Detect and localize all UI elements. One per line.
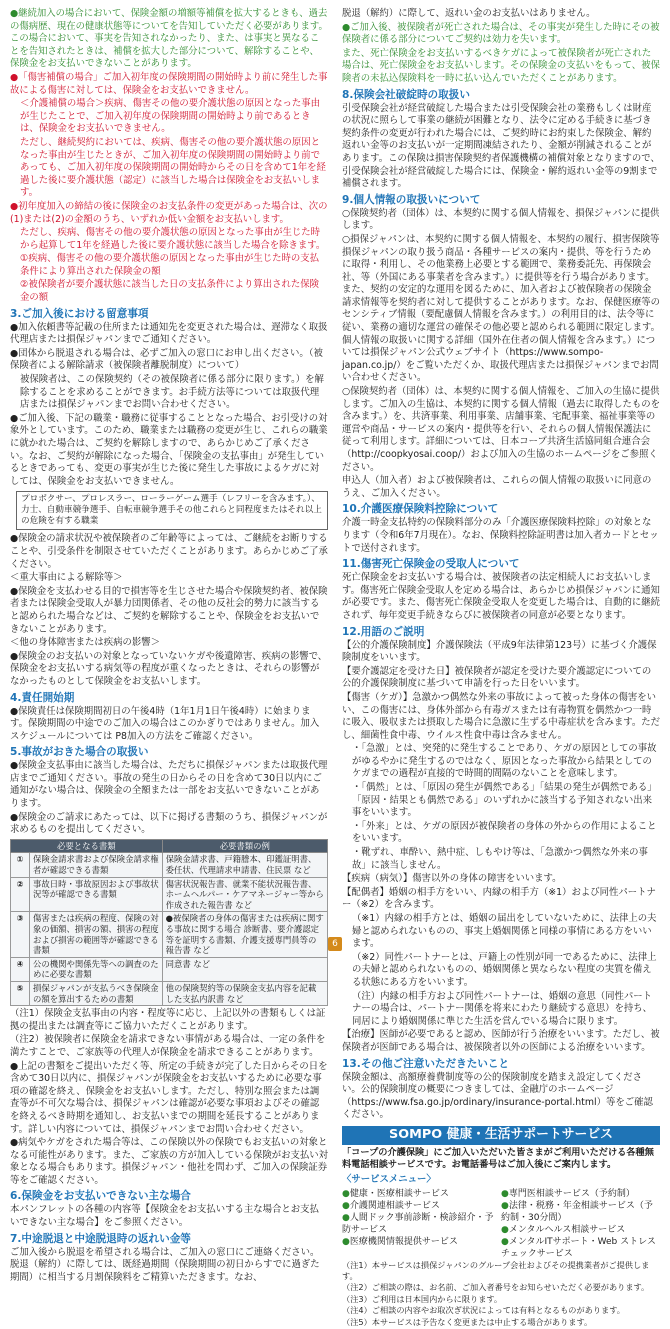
term-13: 【治療】医師が必要であると認め、医師が行う治療をいいます。ただし、被保険者が医師である場合は、被保険者以外の医師による治療をいいます。	[342, 1029, 660, 1053]
s5-note-1: （注1）保険金支払事由の内容・程度等に応じ、上記以外の書類もしくは証拠の提出または調査等にご協力いただくことがあります。	[10, 1008, 326, 1032]
service-menu	[342, 1188, 660, 1260]
red-sub2-3: ②被保険者が要介護状態に該当した日の支払条件により算出された保険金の額	[20, 279, 320, 304]
s5-note-4: ●病気やケガをされた場合等は、この保険以外の保険でもお支払いの対象となる可能性があります。また、ご家族の方が加入している保険がお支払い対象となる場合もあります。損保ジャパン・他社を問わず、ご加入の保険証券等をご確認ください。	[10, 1137, 329, 1186]
red-sub2-2: ①疾病、傷害その他の要介護状態の原因となった事由が生じた時の支払条件により算出された保険金の額	[20, 253, 320, 277]
row-number: ④	[11, 957, 30, 981]
term-5: ・「偶然」とは、「原因の発生が偶然である」「結果の発生が偶然である」「原因・結果とも偶然である」のいずれかに該当する予知されない出来事をいいます。	[352, 782, 657, 819]
section-7-title: 7.中途脱退と中途脱退時の返れい金等	[10, 1232, 191, 1245]
row-example: 同意書 など	[162, 957, 327, 981]
page-number: 6	[328, 937, 342, 951]
section-3-title: 3.ご加入後における留意事項	[10, 307, 149, 320]
table-header: 必要書類の例	[162, 839, 327, 853]
cont-item-1: ●ご加入後、被保険者が死亡された場合は、その事実が発生した時にその被保険者に係る部分についてご契約は効力を失います。	[342, 21, 660, 46]
bullet-icon: ●	[501, 1225, 509, 1236]
s3-item-4: ●ご加入後、下記の職業・職務に従事することとなった場合、お引受けの対象外としています。このため、職業または職務の変更が生じ、これらの職業に就かれた場合は、ご契約を解除しますので、あらかじめご了承ください。なお、ご契約が解除になった場合、「保険金の支払事由」が発生しているときであっても、変更の事実が生じた後に発生した事故によるケガに対しては、保険金をお支払いできません。	[10, 412, 328, 487]
s11-text: 死亡保険金をお支払いする場合は、被保険者の法定相続人にお支払いします。傷害死亡保険金受取人を定める場合は、あらかじめ損保ジャパンに通知が必要です。また、傷害死亡保険金受取人を変更した場合は、自動的に継続されず、毎年変更手続きならびに被保険者の同意が必要となります。	[342, 572, 661, 621]
s9-item-2: ○損保ジャパンは、本契約に関する個人情報を、本契約の履行、損害保険等損保ジャパンの取り扱う商品・各種サービスの案内・提供、等を行うために取得・利用し、その他業務上必要とする範囲で、業務委託先、再保険会社、等（外国にある事業者を含みます。）に提供等を行う場合があります。また、契約の安定的な運用を図るために、加入者および被保険者の保険金請求情報等を契約者に対して提供することがあります。なお、保健医療等のセンシティブ情報（要配慮個人情報を含みます。）の利用目的は、法令等に従い、業務の適切な運営の確保その他必要と認められる範囲に限定します。個人情報の取扱いに関する詳細（国外在住者の個人情報を含みます。）については損保ジャパン公式ウェブサイト（https://www.sompo-japan.co.jp/）をご覧いただくか、取扱代理店または損保ジャパンまでお問い合わせください。	[342, 233, 661, 384]
bullet-icon: ●	[342, 1201, 350, 1212]
service-menu-title: 〈サービスメニュー〉	[342, 1173, 436, 1185]
s8-text: 引受保険会社が経営破綻した場合または引受保険会社の業務もしくは財産の状況に照らして事業の継続が困難となり、法令に定める手続きに基づき契約条件の変更が行われた場合には、ご契約時にお約束した保険金、解約返れい金等のお支払いが一定期間凍結されたり、金額が削減されることがあります。この保険は損害保険契約者保護機構の補償対象となりますので、引受保険会社が経営破綻した場合には、保険金・解約返れい金等の9割まで補償されます。	[342, 102, 660, 190]
bullet-icon: ●	[501, 1237, 509, 1248]
table-row	[11, 981, 328, 1005]
list-item: ●医療機関情報提供サービス	[342, 1237, 458, 1248]
row-doc: 公の機関や関係先等への調査のために必要な書類	[30, 957, 163, 981]
term-4: ・「急激」とは、突発的に発生することであり、ケガの原因としての事故がゆるやかに発生するのではなく、原因となった事故から結果としてのケガまでの過程が直接的で時間的間隔のないことを意味します。	[352, 743, 657, 780]
term-1: 【公的介護保険制度】介護保険法（平成9年法律第123号）に基づく介護保険制度をいいます。	[342, 639, 657, 664]
row-doc: 保険金請求書および保険金請求権者が確認できる書類	[30, 853, 163, 877]
term-7: ・靴ずれ、車酔い、熱中症、しもやけ等は、「急激かつ偶然な外来の事故」に該当しません。	[352, 847, 648, 871]
term-6: ・「外来」とは、ケガの原因が被保険者の身体の外からの作用によることをいいます。	[352, 820, 657, 845]
list-item: ●メンタルITサポート・Web ストレスチェックサービス	[501, 1237, 656, 1260]
required-documents-table	[10, 839, 328, 1006]
table-row	[11, 877, 328, 912]
table-header-row	[11, 839, 328, 853]
term-2: 【要介護認定を受けた日】被保険者が認定を受けた要介護認定についての公的介護保険制度に基づいて申請を行った日をいいます。	[342, 665, 652, 690]
sompo-lead: 「コープの介護保険」にご加入いただいた皆さまがご利用いただける各種無料電話相談サービスです。お電話番号はご加入後にご案内します。	[342, 1146, 654, 1170]
s13-text: 保険金額は、高額療養費制度等の公的保険制度を踏まえ設定してください。公的保険制度の概要につきましては、金融庁のホームページ（https://www.fsa.go.jp/ordinary/insurance-portal.html）等をご確認ください。	[342, 1071, 653, 1121]
list-item: ●専門医相談サービス（予約制）	[501, 1189, 635, 1200]
list-item: ●メンタルヘルス相談サービス	[501, 1225, 626, 1236]
bullet-icon: ●	[342, 1189, 350, 1200]
table-row	[11, 912, 328, 957]
section-10-title: 10.介護医療保険料控除について	[342, 503, 499, 516]
row-doc: 損保ジャパンが支払うべき保険金の額を算出するための書類	[30, 981, 163, 1005]
cont-item-2: また、死亡保険金をお支払いするべきケガによって被保険者が死亡された場合は、死亡保険金をお支払いします。その保険金の支払いをもって、被保険者の未払込保険料を一時に払い込んでいただくことがあります。	[342, 47, 660, 84]
section-11-title: 11.傷害死亡保険金の受取人について	[342, 558, 520, 571]
bullet-icon: ●	[342, 1213, 350, 1224]
s9-item-1: ○保険契約者（団体）は、本契約に関する個人情報を、損保ジャパンに提供します。	[342, 207, 660, 232]
term-3: 【傷害（ケガ）】急激かつ偶然な外来の事故によって被った身体の傷害をいい、この傷害には、身体外部から有毒ガスまたは有毒物質を偶然かつ一時に吸入、吸収または摂取した場合に急激に生ずる中毒症状を含みます。ただし、細菌性食中毒、ウイルス性食中毒は含みません。	[342, 691, 661, 741]
service-note-3: （注3）ご利用は日本国内からに限ります。	[342, 1293, 503, 1304]
bullet-icon: ●	[501, 1201, 509, 1212]
row-example: 傷害状況報告書、就業不能状況報告書、ホームヘルパー・ケアマネージャー等から作成された報告書 など	[162, 877, 327, 912]
table-header: 必要となる書類	[11, 839, 163, 853]
row-example: 保険金請求書、戸籍謄本、印鑑証明書、委任状、代理請求申請書、住民票 など	[162, 853, 327, 877]
bullet-icon: ●	[501, 1189, 509, 1200]
s5-item-2: ●保険金のご請求にあたっては、以下に掲げる書類のうち、損保ジャパンが求めるものを提出してください。	[10, 811, 328, 836]
section-6-title: 6.保険金をお支払いできない主な場合	[10, 1190, 191, 1203]
s5-note-2: （注2）被保険者に保険金を請求できない事情がある場合は、一定の条件を満たすことで、ご家族等の代理人が保険金を請求できることがあります。	[10, 1034, 326, 1058]
s3-item2-4: ＜他の身体障害または疾病の影響＞	[10, 637, 161, 649]
service-note-2: （注2）ご相談の際は、お名前、ご加入者番号をお知らせいただく必要があります。	[342, 1282, 650, 1293]
service-menu-right	[501, 1188, 660, 1260]
s3-item-3: 被保険者は、この保険契約（その被保険者に係る部分に限ります。）を解除することを求めることができます。お手続方法等については取扱代理店または損保ジャパンまでお問い合わせください。	[20, 374, 324, 411]
section-12-title: 12.用語のご説明	[342, 625, 425, 638]
s6-text: 本パンフレットの各種の内容等【保険金をお支払いする主な場合とお支払いできない主な場合】をご参照ください。	[10, 1204, 319, 1229]
bullet-icon: ●	[342, 1237, 350, 1248]
service-menu-left	[342, 1188, 501, 1260]
right-column	[342, 8, 660, 1329]
row-doc: 傷害または疾病の程度、保険の対象の価額、損害の額、損害の程度および損害の範囲等が確認できる書類	[30, 912, 163, 957]
row-number: ⑤	[11, 981, 30, 1005]
list-item: ●健康・医療相談サービス	[342, 1189, 449, 1200]
sompo-service-banner: SOMPO 健康・生活サポートサービス	[342, 1126, 660, 1145]
s3-item2-1: ●保険金の請求状況や被保険者のご年齢等によっては、ご継続をお断りすることや、引受条件を制限させていただくことがあります。あらかじめご了承ください。	[10, 533, 328, 570]
section-8-title: 8.保険会社破綻時の取扱い	[342, 88, 470, 101]
red-notice: ●「傷害補償の場合」ご加入初年度の保険期間の開始時より前に発生した事故による傷害に対しては、保険金をお支払いできません。	[10, 71, 328, 96]
s7-text: ご加入後から脱退を希望される場合は、ご加入の窓口にご連絡ください。脱退（解約）に際しては、既経過期間（保険期間の初日からすでに過ぎた期間）に相当する月割保険料をご精算いただきます。なお、	[10, 1246, 320, 1283]
term-9: 【配偶者】婚姻の相手方をいい、内縁の相手方（※1）および同性パートナー（※2）を含みます。	[342, 886, 656, 911]
s5-item-1: ●保険金支払事由に該当した場合は、ただちに損保ジャパンまたは取扱代理店までご通知ください。事故の発生の日からその日を含めて30日以内にご通知がない場合は、保険金の全額または一部をお支払いできないことがあります。	[10, 760, 328, 810]
s3-item2-3: ●保険金を支払わせる目的で損害等を生じさせた場合や保険契約者、被保険者または保険金受取人が暴力団関係者、その他の反社会的勢力に該当すると認められた場合などは、ご契約を解除することや、保険金をお支払いできないことがあります。	[10, 585, 328, 635]
row-number: ③	[11, 912, 30, 957]
term-8: 【疾病（病気）】傷害以外の身体の障害をいいます。	[342, 873, 562, 885]
s9-item-3: ○保険契約者（団体）は、本契約に関する個人情報を、ご加入の生協に提供します。ご加入の生協は、本契約に関する個人情報（過去に取得したものを含みます。）を、共済事業、利用事業、店舗事業、宅配事業、福祉事業等の運営や商品・サービスの案内・提供等を行い、それらの個人情報保護法に従って利用します。詳細については、日本コープ共済生活協同組合連合会（http://coopkyosai.coop/）および加入の生協のホームページをご参照ください。	[342, 386, 661, 473]
s3-item-2: ●団体から脱退される場合は、必ずご加入の窓口にお申し出ください。（被保険者による解除請求（被保険者離脱制度）について）	[10, 347, 323, 372]
list-item: ●介護関連相談サービス	[342, 1201, 440, 1212]
row-number: ①	[11, 853, 30, 877]
term-10: （※1）内縁の相手方とは、婚姻の届出をしていないために、法律上の夫婦と認められないものの、事実上婚姻関係と同様の事情にある方をいいます。	[352, 913, 657, 950]
table-row	[11, 957, 328, 981]
left-column	[10, 8, 328, 1285]
red-notice-2: ●初年度加入の締結の後に保険金のお支払条件の変更があった場合は、次の(1)または(2)の金額のうち、いずれか低い金額をお支払いします。	[10, 200, 328, 225]
s9-item-4: 申込人（加入者）および被保険者は、これらの個人情報の取扱いに同意のうえ、ご加入ください。	[342, 475, 652, 499]
term-12: （注）内縁の相手方および同性パートナーは、婚姻の意思（同性パートナーの場合は、パートナー関係を将来にわたり継続する意思）を持ち、同居により婚姻関係に準じた生活を営んでいる場合に限ります。	[352, 990, 653, 1027]
section-5-title: 5.事故がおきた場合の取扱い	[10, 746, 149, 759]
intro-text: ●継続加入の場合において、保険金額の増額等補償を拡大するときも、過去の傷病歴、現在の健康状態等についてを告知していただく必要があります。この場合において、事実を告知されなかったり、また、は事実と異なることを告知されたときは、補償を拡大した部分について、解除することや、保険金をお支払いできないことがあります。	[10, 8, 328, 70]
row-example: 他の保険契約等の保険金支払内容を記載した支払内訳書 など	[162, 981, 327, 1005]
red-sub-2: ただし、継続契約においては、疾病、傷害その他の要介護状態の原因となった事由が生じたときが、ご加入初年度の保険期間の開始時より前であっても、ご加入初年度の保険期間の開始時からその日を含めて1年を経過した後に要介護状態（認定）に該当した場合は保険金をお支払いします。	[20, 136, 326, 199]
list-item: ●法律・税務・年金相談サービス（予約制・30分間）	[501, 1201, 653, 1224]
service-note-4: （注4）ご相談の内容やお取次ぎ状況によっては有料となるものがあります。	[342, 1305, 625, 1316]
row-number: ②	[11, 877, 30, 912]
section-4-title: 4.責任開始期	[10, 691, 75, 704]
red-sub-1: ＜介護補償の場合＞疾病、傷害その他の要介護状態の原因となった事由が生じたことで、ご加入初年度の保険期間の開始時より前であるときは、保険金をお支払いできません。	[20, 98, 321, 135]
s3-item2-2: ＜重大事由による解除等＞	[10, 572, 123, 584]
s4-text: ●保険責任は保険期間初日の午後4時（1年1月1日午後4時）に始まります。保険期間の中途でのご加入の場合はこのかぎりではありません。加入スケジュールについては P8加入の方法をご確認ください。	[10, 705, 320, 742]
s3-item2-5: ●保険金のお支払いの対象となっていないケガや後遺障害、疾病の影響で、保険金をお支払いする病気等の程度が重くなったときは、それらの影響がなかったものとして保険金をお支払いします。	[10, 650, 328, 687]
term-11: （※2）同性パートナーとは、戸籍上の性別が同一であるために、法律上の夫婦と認められないものの、婚姻関係と異ならない程度の実質を備える状態にある方をいいます。	[352, 951, 657, 988]
service-note-1: （注1）本サービスは損保ジャパンのグループ会社およびその提携業者がご提供します。	[342, 1260, 650, 1281]
s3-item-1: ●加入依頼書等記載の住所または通知先を変更された場合は、遅滞なく取扱代理店または損保ジャパンまでご通知ください。	[10, 321, 328, 346]
table-row	[11, 853, 328, 877]
service-note-5: （注5）本サービスは予告なく変更または中止する場合があります。	[342, 1317, 593, 1328]
red-sub2-1: ただし、疾病、傷害その他の要介護状態の原因となった事由が生じた時から起算して1年を経過した後に要介護状態に該当した場合を除きます。	[20, 227, 326, 251]
section-13-title: 13.その他ご注意いただきたいこと	[342, 1057, 510, 1070]
s5-note-3: ●上記の書類をご提出いただく等、所定の手続きが完了した日からその日を含めて30日以内に、損保ジャパンが保険金をお支払いするために必要な事項の確認を終え、保険金をお支払いします。ただし、特別な照会または調査等が不可欠な場合は、損保ジャパンは確認が必要な事項およびその確認を終えるべき時期を通知し、お支払いまでの期間を延長することがあります。詳しい内容については、損保ジャパンまでお問い合わせください。	[10, 1060, 328, 1135]
excluded-occupations-box: プロボクサー、プロレスラー、ローラーゲーム選手（レフリーを含みます。）、力士、自動車競争選手、自転車競争選手その他これらと同程度またはそれ以上の危険を有する職業	[16, 491, 328, 530]
row-doc: 事故日時・事故原因および事故状況等が確認できる書類	[30, 877, 163, 912]
section-9-title: 9.個人情報の取扱いについて	[342, 193, 481, 206]
row-example: ●被保険者の身体の傷害または疾病に関する事故に関する場合 診断書、要介護認定等を証明する書類、介護支援専門員等の報告書 など	[162, 912, 327, 957]
s7-continued: 脱退（解約）に際して、返れい金のお支払いはありません。	[342, 8, 596, 19]
s10-text: 介護一時金支払特約の保険料部分のみ「介護医療保険料控除」の対象となります（令和6年7月現在）。なお、保険料控除証明書は加入者カードとセットで送付されます。	[342, 517, 659, 554]
list-item: ●人間ドック事前診断・検診紹介・予防サービス	[342, 1213, 494, 1236]
